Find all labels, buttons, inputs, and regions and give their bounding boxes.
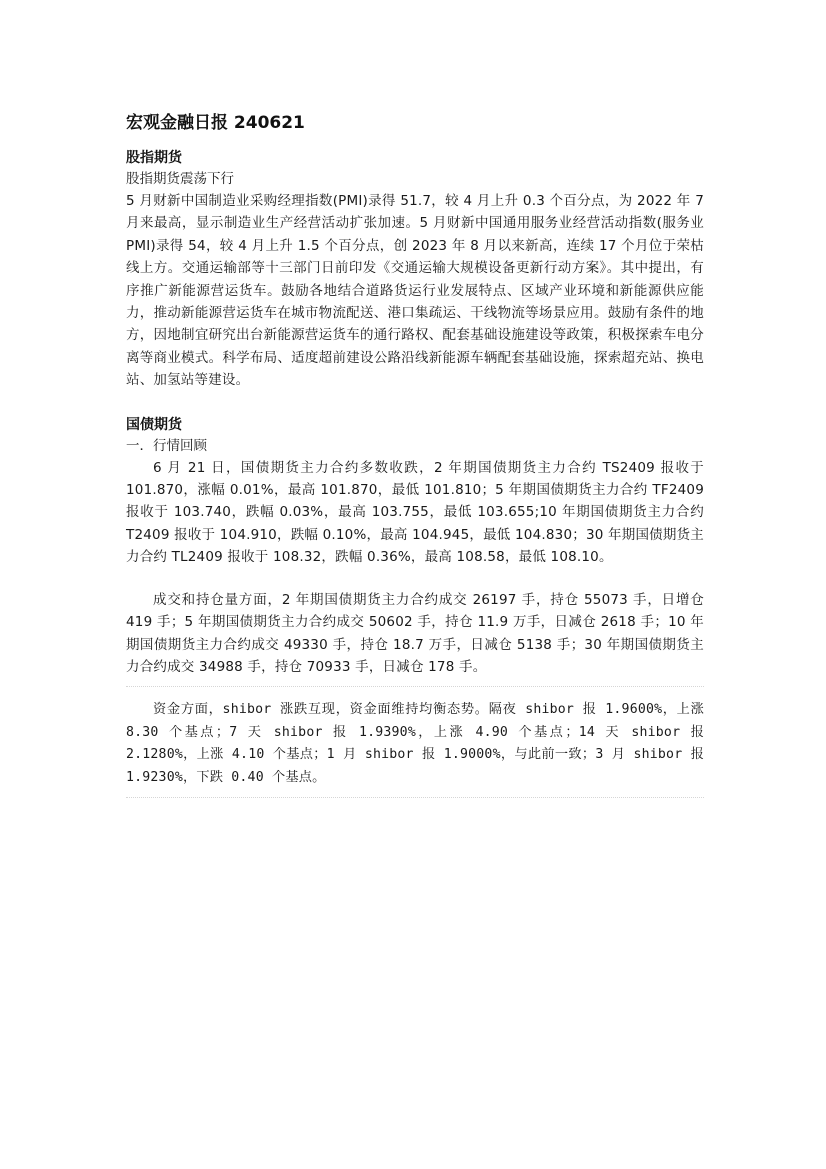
section-stock-index-futures [126, 148, 704, 392]
spacer [126, 392, 704, 415]
document-title: 宏观金融日报 240621 [126, 113, 305, 133]
section-heading: 国债期货 [126, 416, 182, 433]
section-subheading: 一．行情回顾 [126, 437, 207, 454]
section-heading: 股指期货 [126, 150, 182, 166]
spacer [126, 569, 704, 589]
section-subheading: 股指期货震荡下行 [126, 171, 234, 187]
divider [126, 797, 704, 798]
section-treasury-futures [126, 415, 704, 798]
document-page [126, 112, 704, 810]
divider [126, 686, 704, 687]
paragraph-volume-position: 成交和持仓量方面，2 年期国债期货主力合约成交 26197 手，持仓 55073 手，日增仓 419 手；5 年期国债期货主力合约成交 50602 手，持仓 11.9 万手，日减仓 2618 手；10 年期国债期货主力合约成交 49330 手，持仓 18.7 万手，日减仓 5138 手；30 年期国债期货主力合约成交 34988 手，持仓 70933 手，日减仓 178 手。 [126, 591, 704, 675]
paragraph-funding: 资金方面，shibor 涨跌互现，资金面维持均衡态势。隔夜 shibor 报 1.9600%，上涨 8.30 个基点；7 天 shibor 报 1.9390%，上涨 4.90 个基点；14 天 shibor 报 2.1280%，上涨 4.10 个基点；1 月 shibor 报 1.9000%，与此前一致；3 月 shibor 报 1.9230%，下跌 0.40 个基点。 [126, 702, 704, 785]
paragraph: 5 月财新中国制造业采购经理指数(PMI)录得 51.7，较 4 月上升 0.3 个百分点，为 2022 年 7 月来最高，显示制造业生产经营活动扩张加速。5 月财新中国通用服务业经营活动指数(服务业 PMI)录得 54，较 4 月上升 1.5 个百分点，创 2023 年 8 月以来新高，连续 17 个月位于荣枯线上方。交通运输部等十三部门日前印发《交通运输大规模设备更新行动方案》。其中提出，有序推广新能源营运货车。鼓励各地结合道路货运行业发展特点、区域产业环境和新能源供应能力，推动新能源营运货车在城市物流配送、港口集疏运、干线物流等场景应用。鼓励有条件的地方，因地制宜研究出台新能源营运货车的通行路权、配套基础设施建设等政策，积极探索车电分离等商业模式。科学布局、适度超前建设公路沿线新能源车辆配套基础设施，探索超充站、换电站、加氢站等建设。 [126, 193, 704, 389]
paragraph-market-review: 6 月 21 日，国债期货主力合约多数收跌，2 年期国债期货主力合约 TS2409 报收于 101.870，涨幅 0.01%，最高 101.870，最低 101.810；5 年期国债期货主力合约 TF2409 报收于 103.740，跌幅 0.03%，最高 103.755，最低 103.655;10 年期国债期货主力合约 T2409 报收于 104.910，跌幅 0.10%，最高 104.945，最低 104.830；30 年期国债期货主力合约 TL2409 报收于 108.32，跌幅 0.36%，最高 108.58，最低 108.10。 [126, 459, 704, 566]
